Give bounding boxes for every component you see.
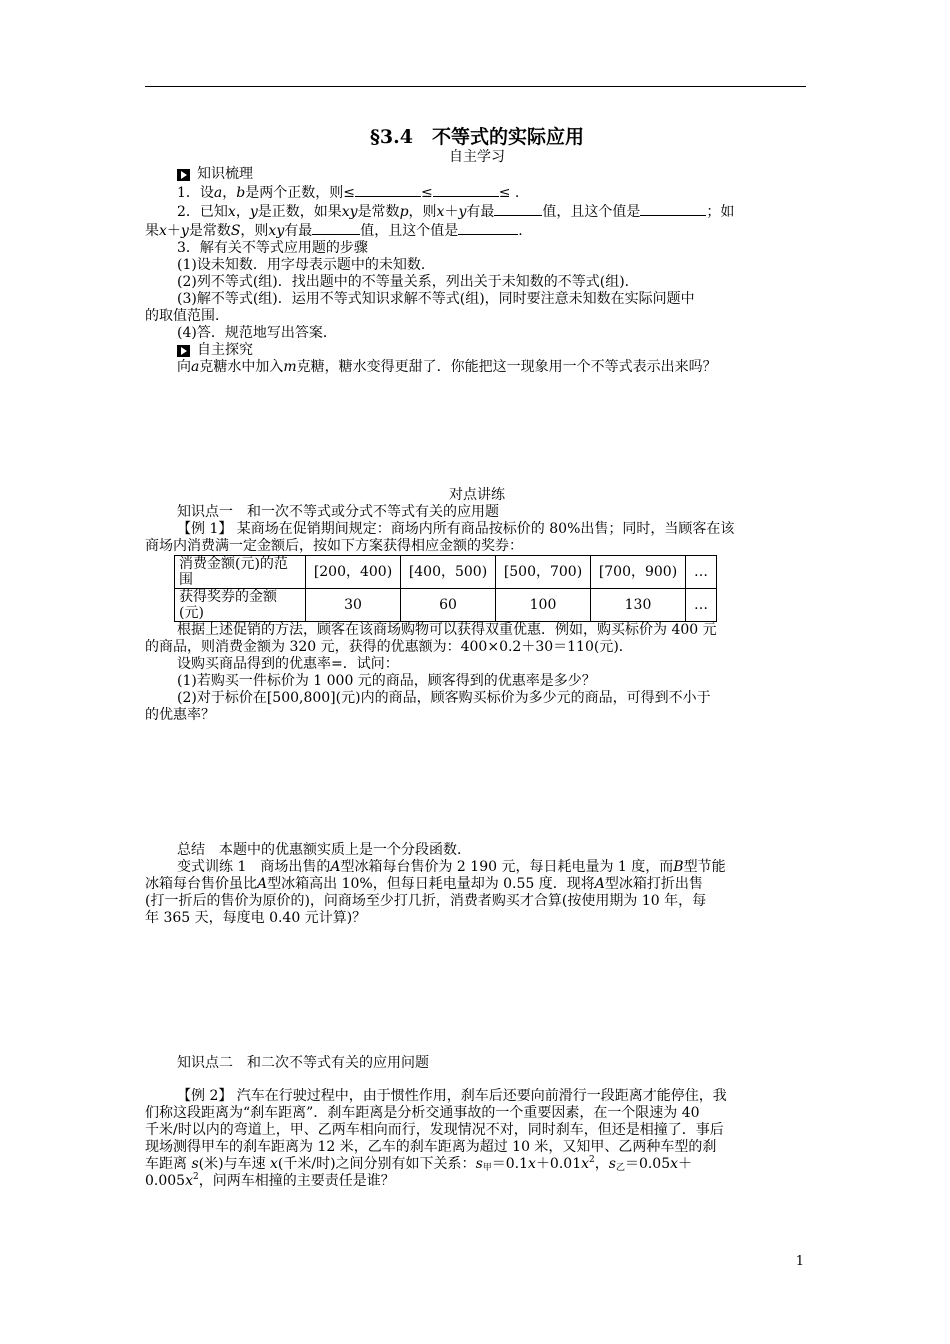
example-2-label: 【例 2】	[177, 1088, 233, 1104]
summary: 总结 本题中的优惠额实质上是一个分段函数．	[177, 842, 471, 858]
table-row	[175, 589, 717, 622]
step-1: (1)设未知数．用字母表示题中的未知数．	[177, 257, 435, 273]
variant-1-line4: 年 365 天，每度电 0.40 元计算)？	[145, 910, 367, 926]
example-2-line5: 车距离 s(米)与车速 x(千米/时)之间分别有如下关系：$s_甲=0.1x+0.01x^2$，$s_乙=0.05x+$	[145, 1155, 693, 1173]
answer-space	[145, 376, 809, 487]
table-cell: 130	[591, 589, 686, 622]
table-cell: 获得奖券的金额(元)	[175, 589, 306, 622]
table-cell: 消费金额(元)的范围	[175, 556, 306, 589]
explore-heading	[145, 342, 809, 359]
item-2-line2: 果x＋y是常数S，则xy有最 值，且这个值是 .	[145, 223, 523, 239]
example-1-after2: 的商品，则消费金额为 320 元，获得的优惠额为：400×0.2＋30＝110(元)．	[145, 639, 633, 655]
table-cell: …	[686, 589, 717, 622]
example-2-line6: $0.005x^2$，问两车相撞的主要责任是谁？	[145, 1172, 395, 1189]
table-cell: …	[686, 556, 717, 589]
header-rule	[145, 86, 806, 87]
step-2: (2)列不等式(组)．找出题中的不等量关系，列出关于未知数的不等式(组)．	[177, 274, 639, 290]
reward-table	[174, 555, 717, 622]
example-1-line1: 【例 1】 某商场在促销期间规定：商场内所有商品按标价的 80%出售；同时，当顾客在该	[177, 521, 735, 537]
example-1-line2: 商场内消费满一定金额后，按如下方案获得相应金额的奖券：	[145, 538, 523, 554]
blank[interactable]	[494, 202, 542, 216]
example-2-line1: 【例 2】 汽车在行驶过程中，由于惯性作用，刹车后还要向前滑行一段距离才能停住，我	[177, 1088, 727, 1104]
table-cell: 30	[306, 589, 401, 622]
play-triangle-icon	[177, 345, 190, 357]
knowledge-heading	[145, 166, 809, 183]
table-cell: [400，500)	[401, 556, 496, 589]
example-1-q1: (1)若购买一件标价为 1 000 元的商品，顾客得到的优惠率是多少？	[177, 673, 596, 689]
table-cell: [500，700)	[496, 556, 591, 589]
example-2-line3: 千米/时以内的弯道上，甲、乙两车相向而行，发现情况不对，同时刹车，但还是相撞了．事后	[145, 1122, 724, 1138]
variant-1-line3: (打一折后的售价为原价的)，问商场至少打几折，消费者购买才合算(按使用期为 10 年，每	[145, 893, 707, 909]
blank[interactable]	[640, 202, 706, 216]
example-1-label: 【例 1】	[177, 521, 233, 537]
variant-1-line2: 冰箱每台售价虽比A型冰箱高出 10%，但每日耗电量却为 0.55 度．现将A型冰箱打折出售	[145, 876, 703, 892]
table-cell: [200，400)	[306, 556, 401, 589]
page-number: 1	[795, 1254, 804, 1269]
example-1-q2-line1: (2)对于标价在[500,800](元)内的商品，顾客购买标价为多少元的商品，可得到不小于	[177, 690, 711, 706]
table-row	[175, 556, 717, 589]
page-title: §3.4 不等式的实际应用	[370, 126, 584, 148]
knowledge-point-2: 知识点二 和二次不等式有关的应用问题	[177, 1055, 429, 1071]
table-cell: [700，900)	[591, 556, 686, 589]
blank[interactable]	[355, 183, 421, 197]
example-1-q2-line2: 的优惠率？	[145, 707, 215, 723]
step-3-line2: 的取值范围．	[145, 308, 229, 324]
play-triangle-icon	[177, 169, 190, 181]
item-3: 3．解有关不等式应用题的步骤	[177, 240, 368, 256]
variant-1-line1: 变式训练 1 商场出售的A型冰箱每台售价为 2 190 元，每日耗电量为 1 度，而B型节能	[177, 859, 726, 875]
example-1-after1: 根据上述促销的方法，顾客在该商场购物可以获得双重优惠．例如，购买标价为 400 元	[177, 622, 717, 638]
item-2-line1: 2．已知x，y是正数，如果xy是常数p，则x＋y有最 值，且这个值是 ；如	[177, 204, 735, 220]
explore-question: 向a克糖水中加入m克糖，糖水变得更甜了．你能把这一现象用一个不等式表示出来吗？	[177, 359, 717, 375]
knowledge-point-1: 知识点一 和一次不等式或分式不等式有关的应用题	[177, 504, 499, 520]
example-2-line2: 们称这段距离为“刹车距离”．刹车距离是分析交通事故的一个重要因素，在一个限速为 40	[145, 1105, 700, 1121]
section-subtitle: 自主学习	[449, 149, 505, 165]
step-3-line1: (3)解不等式(组)．运用不等式知识求解不等式(组)，同时要注意未知数在实际问题中	[177, 291, 695, 307]
blank[interactable]	[433, 183, 499, 197]
step-4: (4)答．规范地写出答案．	[177, 325, 337, 341]
table-cell: 100	[496, 589, 591, 622]
document-body	[145, 126, 809, 1190]
blank[interactable]	[458, 221, 518, 235]
knowledge-heading-label: 知识梳理	[197, 166, 253, 182]
example-2-line4: 现场测得甲车的刹车距离为 12 米，乙车的刹车距离为超过 10 米，又知甲、乙两种车型的刹	[145, 1139, 717, 1155]
explore-heading-label: 自主探究	[197, 342, 253, 358]
spacer	[145, 1072, 809, 1088]
practice-title: 对点讲练	[449, 487, 505, 503]
answer-space	[145, 724, 809, 842]
table-cell: 60	[401, 589, 496, 622]
item-1: 1．设a，b是两个正数，则≤ ≤ ≤ .	[177, 185, 520, 201]
example-1-after3: 设购买商品得到的优惠率=．试问：	[177, 656, 399, 672]
answer-space	[145, 927, 809, 1055]
blank[interactable]	[312, 221, 360, 235]
